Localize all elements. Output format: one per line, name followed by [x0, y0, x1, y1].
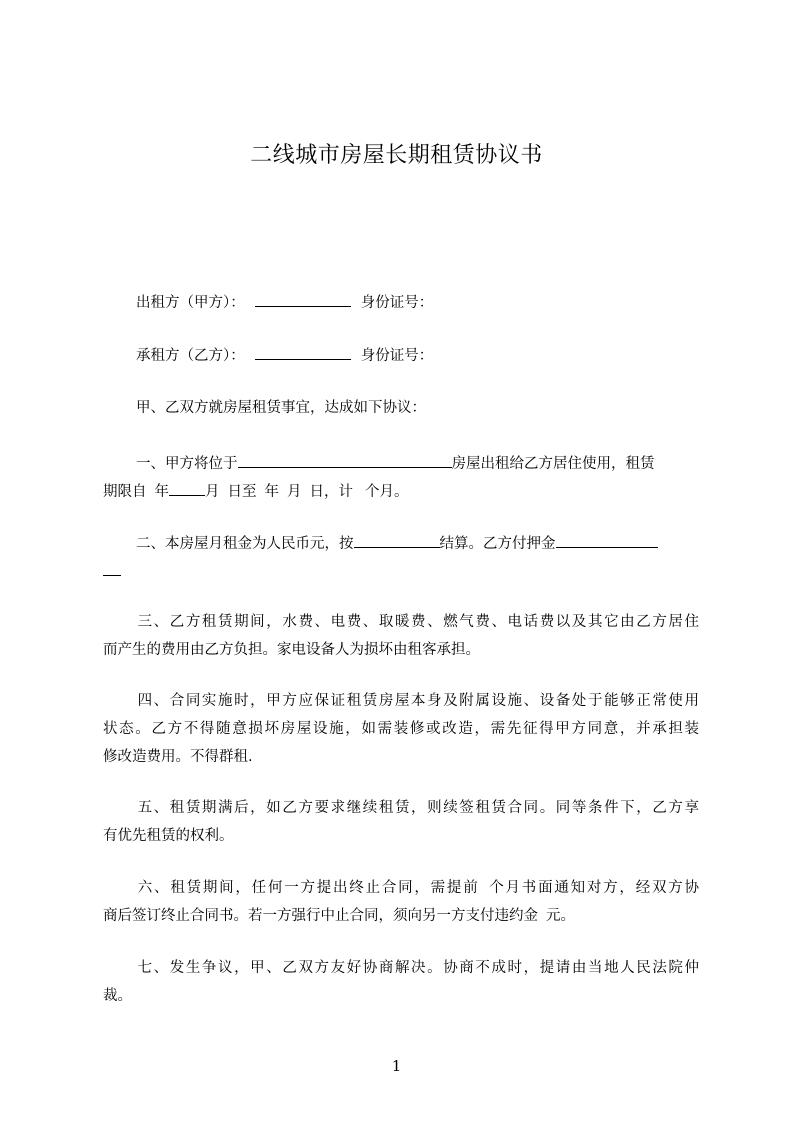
clause-5-line-2: 有优先租赁的权利。 [103, 828, 234, 844]
clause-6-text-2a: 商后签订终止合同书。若一方强行中止合同，须向另一方支付违约金 [103, 908, 538, 924]
lessor-id-label: 身份证号： [360, 295, 434, 311]
clause-1-text-a: 一、甲方将位于 [136, 456, 238, 472]
intro-text: 甲、乙双方就房屋租赁事宜，达成如下协议： [136, 400, 426, 416]
lessor-label: 出租方（甲方）： [136, 295, 245, 311]
start-month-blank [169, 480, 205, 496]
clause-7-text-1: 七、发生争议，甲、乙双方友好协商解决。协商不成时，提请由当地人民法院仲 [136, 960, 699, 976]
clause-5-text-1: 五、租赁期满后，如乙方要求继续租赁，则续签租赁合同。同等条件下，乙方享 [136, 800, 699, 816]
clause-3-line-1 [103, 612, 699, 632]
clause-1-text-i: 日，计 [309, 484, 353, 500]
lessee-name-blank [255, 344, 351, 360]
payment-method-blank [354, 532, 440, 548]
clause-1-text-g: 年 [264, 484, 279, 500]
clause-2-text-a: 二、本房屋月租金为人民币元，按 [136, 536, 354, 552]
clause-6-text-2b: 元。 [546, 908, 575, 924]
clause-2-text-b: 结算。乙方付押金 [439, 536, 556, 552]
deposit-blank-continued [103, 560, 121, 576]
lessee-label: 承租方（乙方）： [136, 348, 245, 364]
clause-2-line-1 [136, 532, 658, 554]
clause-3-text-1: 三、乙方租赁期间，水费、电费、取暖费、燃气费、电话费以及其它由乙方居住 [136, 614, 699, 630]
clause-1-line-1 [136, 452, 655, 474]
lessor-line [136, 291, 433, 313]
clause-1-line-2 [103, 480, 409, 502]
clause-2-line-2 [103, 560, 121, 582]
clause-6-text-1b: 个月书面通知对方，经双方协 [487, 880, 700, 896]
clause-7-line-2: 裁。 [103, 988, 132, 1004]
deposit-blank [556, 532, 658, 548]
clause-6-text-1a: 六、租赁期间，任何一方提出终止合同，需提前 [136, 880, 480, 896]
clause-1-text-c: 期限自 [103, 484, 147, 500]
clause-1-text-d: 年 [154, 484, 169, 500]
clause-1-text-j: 个月。 [365, 484, 409, 500]
clause-3-line-2: 而产生的费用由乙方负担。家电设备人为损坏由租客承担。 [103, 642, 480, 658]
clause-6-line-1 [103, 878, 699, 898]
clause-1-text-h: 月 [287, 484, 302, 500]
lessee-id-label: 身份证号： [360, 348, 434, 364]
clause-1-text-e: 月 [205, 484, 220, 500]
clause-4-text-2: 状态。乙方不得随意损坏房屋设施，如需装修或改造，需先征得甲方同意，并承担装 [103, 721, 699, 737]
document-title: 二线城市房屋长期租赁协议书 [250, 143, 543, 168]
lessor-name-blank [255, 291, 351, 307]
clause-4-line-2 [103, 719, 699, 739]
clause-4-line-1 [103, 691, 699, 711]
clause-7-line-1 [103, 958, 699, 978]
property-address-blank [238, 452, 452, 468]
clause-5-line-1 [103, 798, 699, 818]
clause-4-text-1: 四、合同实施时，甲方应保证租赁房屋本身及附属设施、设备处于能够正常使用 [136, 693, 699, 709]
clause-4-line-3: 修改造费用。不得群租. [103, 749, 253, 765]
clause-1-text-b: 房屋出租给乙方居住使用，租赁 [451, 456, 655, 472]
lessee-line [136, 344, 433, 366]
clause-6-line-2 [103, 906, 575, 926]
page-number: 1 [391, 1057, 402, 1075]
clause-1-text-f: 日至 [227, 484, 257, 500]
